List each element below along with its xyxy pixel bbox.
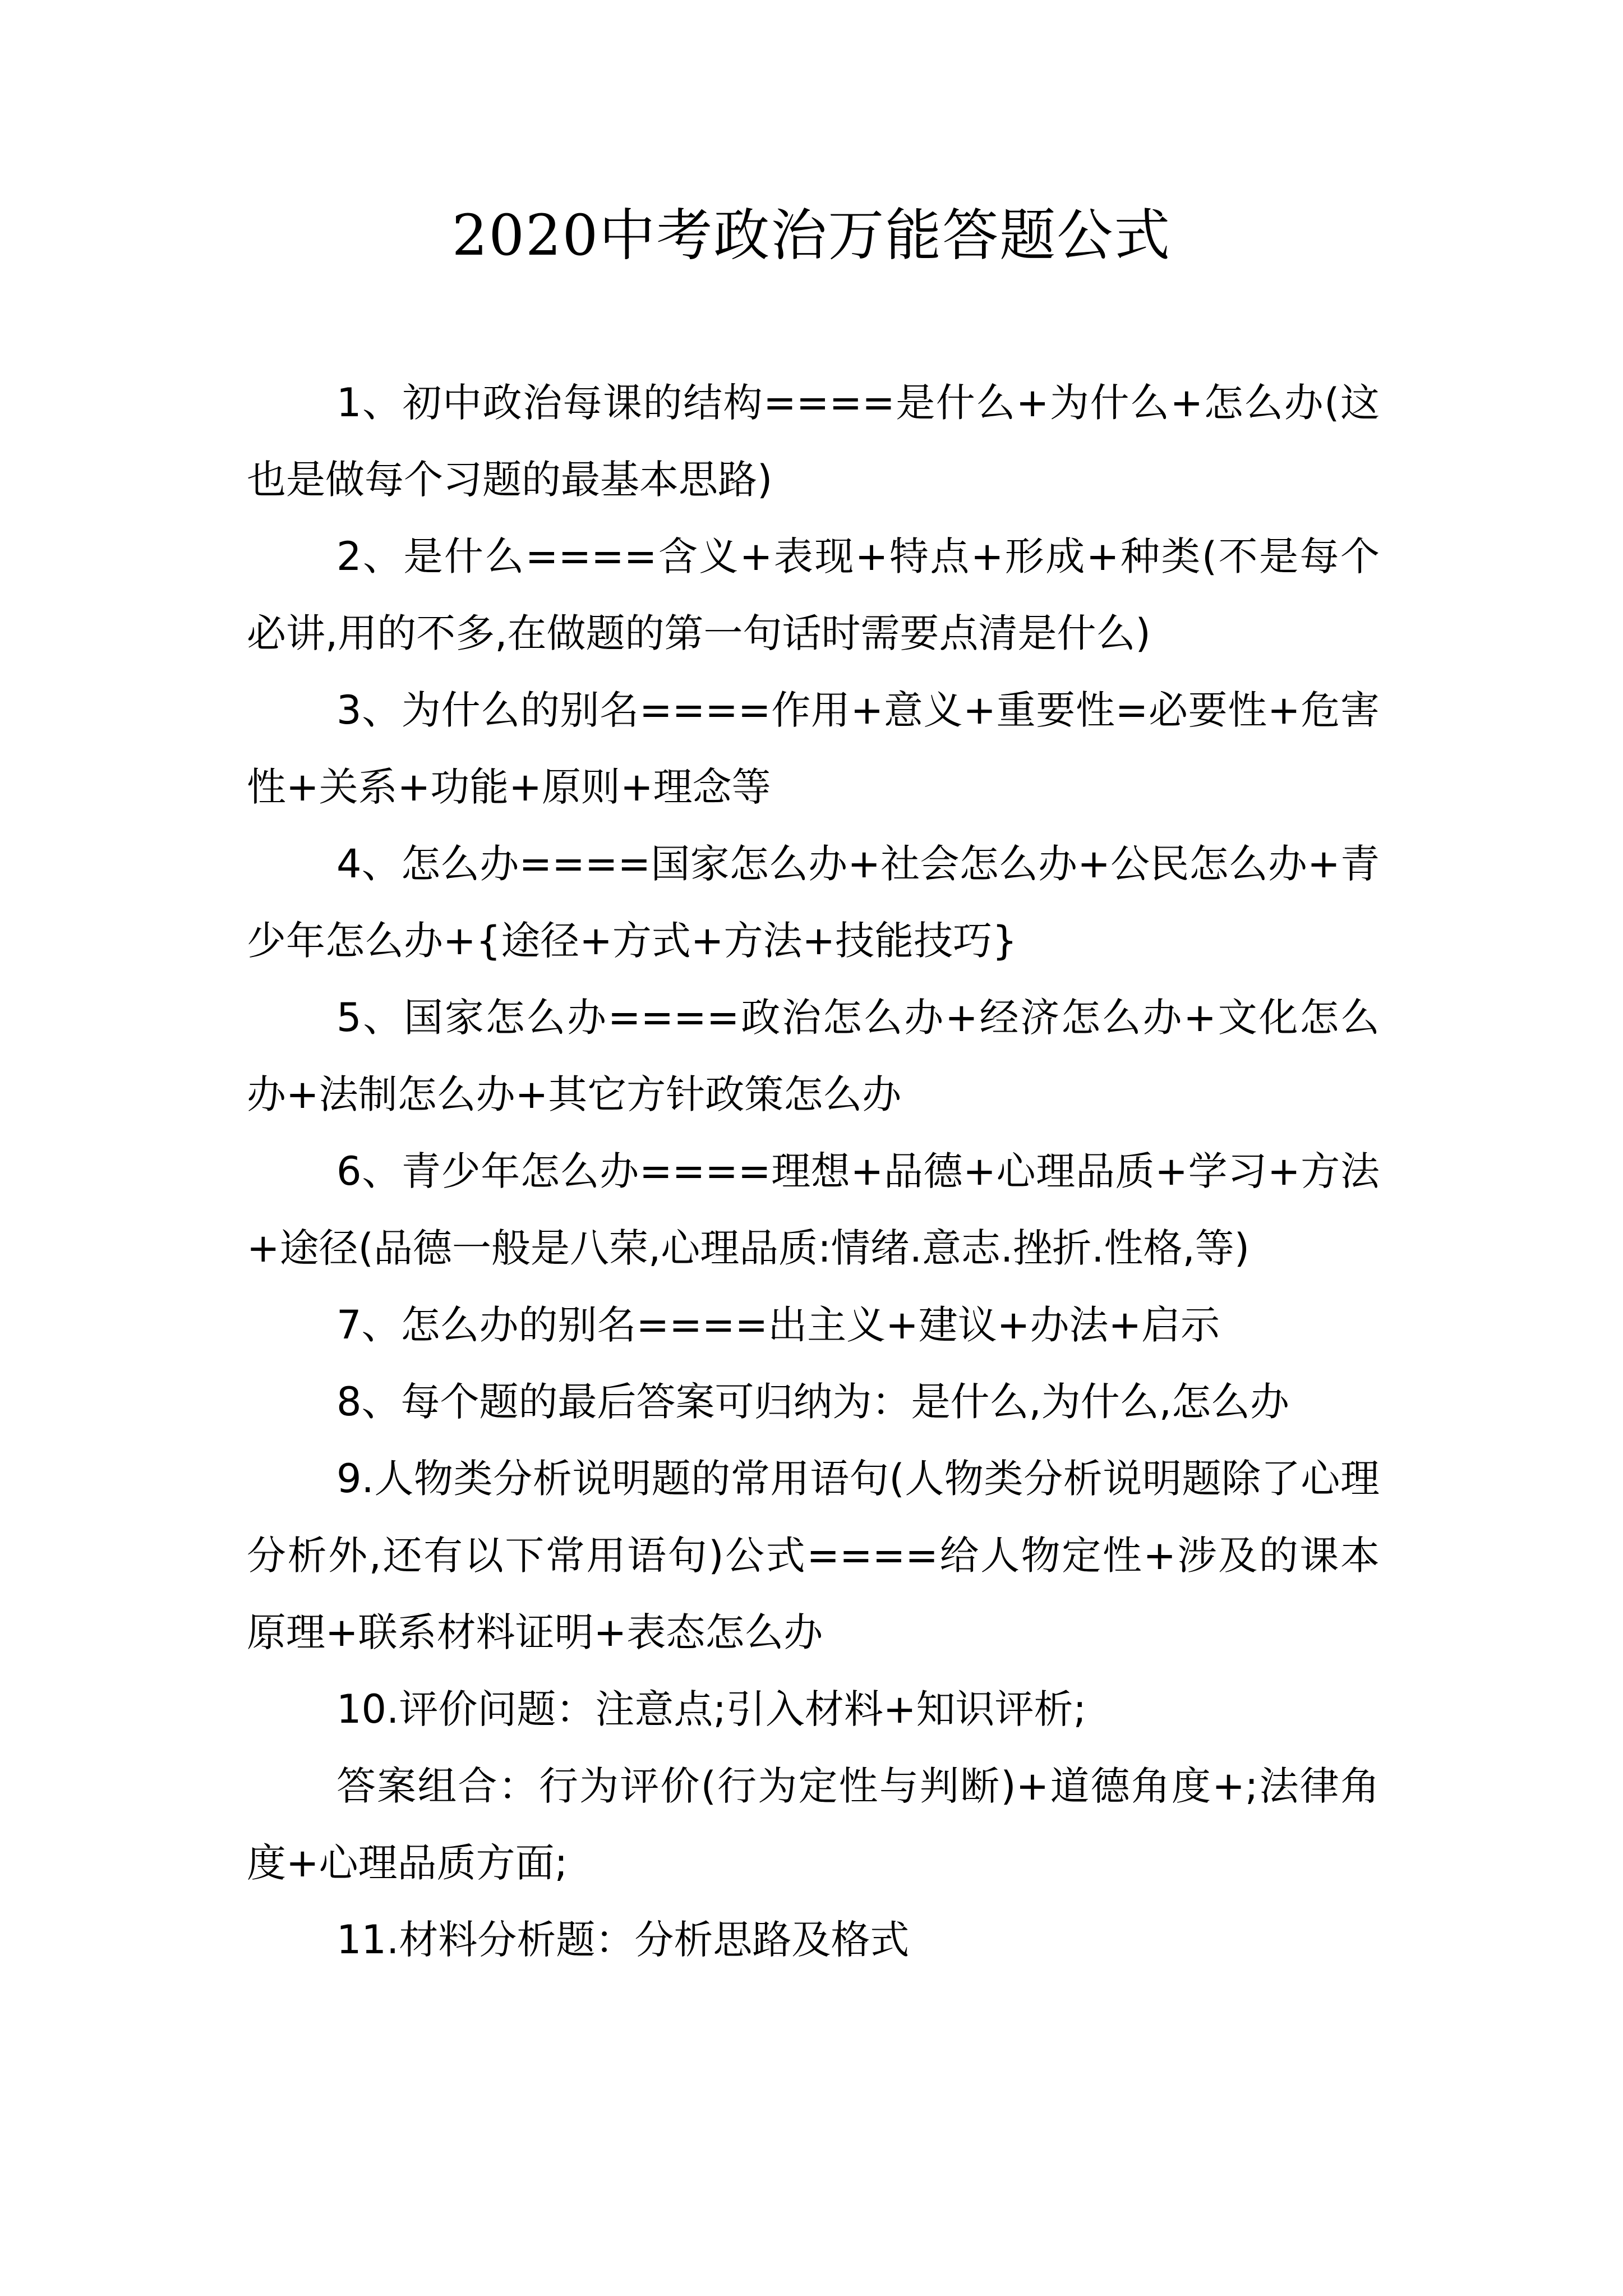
document-body: [247, 365, 1380, 1978]
paragraph-6: 6、青少年怎么办====理想+品德+心理品质+学习+方法+途径(品德一般是八荣,心理品质:情绪.意志.挫折.性格,等): [247, 1148, 1380, 1271]
paragraph-7: 7、怎么办的别名====出主义+建议+办法+启示: [336, 1302, 1220, 1348]
paragraph-9: 9.人物类分析说明题的常用语句(人物类分析说明题除了心理分析外,还有以下常用语句)公式====给人物定性+涉及的课本原理+联系材料证明+表态怎么办: [247, 1456, 1380, 1655]
document-title: 2020中考政治万能答题公式: [451, 203, 1172, 268]
paragraph-11: 11.材料分析题：分析思路及格式: [336, 1917, 910, 1963]
paragraph-answer-combo: 答案组合：行为评价(行为定性与判断)+道德角度+;法律角度+心理品质方面;: [247, 1763, 1380, 1886]
paragraph-8: 8、每个题的最后答案可归纳为：是什么,为什么,怎么办: [336, 1379, 1290, 1425]
paragraph-2: 2、是什么====含义+表现+特点+形成+种类(不是每个必讲,用的不多,在做题的第一句话时需要点清是什么): [247, 533, 1380, 656]
paragraph-4: 4、怎么办====国家怎么办+社会怎么办+公民怎么办+青少年怎么办+{途径+方式+方法+技能技巧}: [247, 841, 1380, 964]
paragraph-3: 3、为什么的别名====作用+意义+重要性=必要性+危害性+关系+功能+原则+理念等: [247, 687, 1380, 810]
paragraph-1: 1、初中政治每课的结构====是什么+为什么+怎么办(这也是做每个习题的最基本思路): [247, 380, 1380, 503]
paragraph-5: 5、国家怎么办====政治怎么办+经济怎么办+文化怎么办+法制怎么办+其它方针政策怎么办: [247, 995, 1380, 1117]
paragraph-10: 10.评价问题：注意点;引入材料+知识评析;: [336, 1686, 1087, 1732]
